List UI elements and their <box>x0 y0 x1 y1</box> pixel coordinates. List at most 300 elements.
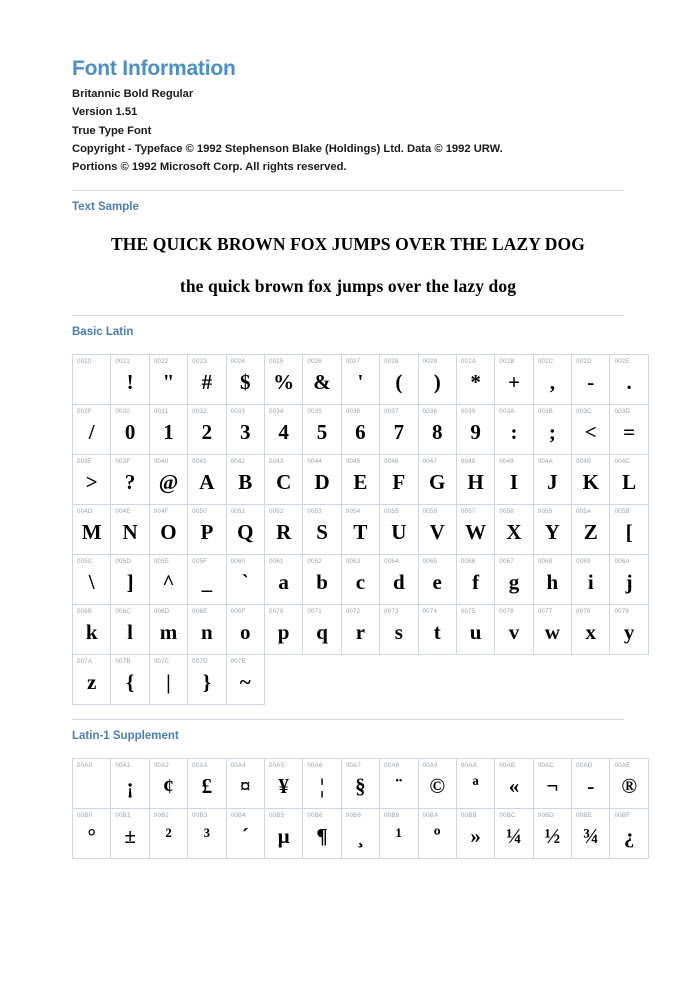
glyph-character: < <box>584 420 597 445</box>
codepoint-label: 0053 <box>307 508 322 516</box>
glyph-cell-empty <box>341 655 379 705</box>
glyph-character: Z <box>583 520 598 545</box>
glyph-cell[interactable] <box>111 759 149 809</box>
glyph-cell[interactable] <box>572 405 610 455</box>
glyph-character: X <box>506 520 522 545</box>
glyph-character: i <box>587 570 594 595</box>
codepoint-label: 002F <box>77 408 92 416</box>
glyph-character: C <box>276 470 292 495</box>
glyph-cell[interactable] <box>380 605 418 655</box>
glyph-character: V <box>429 520 445 545</box>
codepoint-label: 00BD <box>537 812 554 820</box>
glyph-character: W <box>465 520 487 545</box>
glyph-character: ' <box>357 370 364 395</box>
glyph-cell[interactable] <box>149 809 187 859</box>
codepoint-label: 0050 <box>192 508 207 516</box>
glyph-cell[interactable] <box>149 405 187 455</box>
glyph-cell[interactable] <box>610 505 648 555</box>
glyph-cell[interactable] <box>533 455 571 505</box>
glyph-cell[interactable] <box>264 405 302 455</box>
page-content <box>72 0 638 859</box>
glyph-cell[interactable] <box>380 455 418 505</box>
codepoint-label: 0063 <box>345 558 361 566</box>
glyph-character: º <box>433 824 441 849</box>
codepoint-label: 0046 <box>384 458 399 466</box>
glyph-row <box>73 759 649 809</box>
codepoint-label: 0074 <box>422 608 438 616</box>
glyph-cell[interactable] <box>264 455 302 505</box>
glyph-cell[interactable] <box>111 355 149 405</box>
codepoint-label: 00B5 <box>268 812 285 820</box>
glyph-cell[interactable] <box>533 505 571 555</box>
glyph-cell[interactable] <box>226 355 264 405</box>
glyph-cell[interactable] <box>264 809 302 859</box>
glyph-cell[interactable] <box>188 405 226 455</box>
codepoint-label: 004D <box>77 508 93 516</box>
glyph-cell[interactable] <box>341 605 379 655</box>
glyph-cell[interactable] <box>149 355 187 405</box>
glyph-character: h <box>546 570 559 595</box>
codepoint-label: 0045 <box>345 458 361 466</box>
glyph-character: R <box>276 520 292 545</box>
codepoint-label: 0076 <box>499 608 514 616</box>
glyph-cell[interactable] <box>610 605 648 655</box>
glyph-cell[interactable] <box>418 355 456 405</box>
glyph-cell[interactable] <box>610 355 648 405</box>
codepoint-label: 00A7 <box>345 762 361 770</box>
codepoint-label: 00A1 <box>115 762 131 770</box>
glyph-table-body <box>73 759 649 859</box>
glyph-character: q <box>316 620 328 645</box>
glyph-cell[interactable] <box>572 555 610 605</box>
glyph-character: ` <box>241 570 249 595</box>
codepoint-label: 007E <box>230 658 246 666</box>
glyph-character: G <box>429 470 446 495</box>
glyph-cell[interactable] <box>533 405 571 455</box>
glyph-cell[interactable] <box>456 455 494 505</box>
font-name: Britannic Bold Regular <box>72 88 194 101</box>
glyph-cell[interactable] <box>188 555 226 605</box>
glyph-character: ¹ <box>395 824 402 849</box>
glyph-character: 9 <box>470 420 481 445</box>
glyph-cell[interactable] <box>610 555 648 605</box>
codepoint-label: 006D <box>153 608 170 616</box>
glyph-cell[interactable] <box>149 455 187 505</box>
codepoint-label: 0078 <box>576 608 591 616</box>
glyph-character: L <box>622 470 637 495</box>
glyph-cell[interactable] <box>111 605 149 655</box>
glyph-character: - <box>587 774 595 799</box>
glyph-cell[interactable] <box>149 655 187 705</box>
glyph-character: F <box>392 470 406 495</box>
glyph-cell[interactable] <box>188 355 226 405</box>
glyph-cell[interactable] <box>188 655 226 705</box>
glyph-character: ¿ <box>623 824 635 849</box>
glyph-character: ¼ <box>506 824 522 849</box>
glyph-character: } <box>202 670 211 695</box>
codepoint-label: 00BC <box>499 812 516 820</box>
glyph-cell[interactable] <box>533 355 571 405</box>
glyph-character: ¬ <box>546 774 559 799</box>
glyph-cell[interactable] <box>341 555 379 605</box>
codepoint-label: 0061 <box>268 558 284 566</box>
glyph-character: > <box>85 470 98 495</box>
glyph-cell[interactable] <box>418 605 456 655</box>
glyph-cell[interactable] <box>456 605 494 655</box>
glyph-cell-empty <box>572 655 610 705</box>
codepoint-label: 004C <box>614 458 631 466</box>
codepoint-label: 0023 <box>192 358 207 366</box>
codepoint-label: 00AC <box>537 762 554 770</box>
glyph-character: ² <box>165 824 172 849</box>
glyph-cell[interactable] <box>188 605 226 655</box>
glyph-cell[interactable] <box>341 759 379 809</box>
glyph-cell[interactable] <box>111 655 149 705</box>
glyph-character: w <box>544 620 560 645</box>
glyph-cell-empty <box>610 655 648 705</box>
glyph-cell[interactable] <box>533 759 571 809</box>
codepoint-label: 0021 <box>115 358 130 366</box>
glyph-cell[interactable] <box>572 605 610 655</box>
codepoint-label: 00AE <box>614 762 631 770</box>
codepoint-label: 003F <box>115 458 131 466</box>
glyph-character: Y <box>544 520 560 545</box>
glyph-character: = <box>623 420 636 445</box>
glyph-cell-empty <box>264 655 302 705</box>
glyph-cell[interactable] <box>418 555 456 605</box>
glyph-cell[interactable] <box>610 759 648 809</box>
glyph-cell[interactable] <box>303 759 341 809</box>
glyph-character: ¡ <box>126 774 134 799</box>
glyph-cell[interactable] <box>572 759 610 809</box>
glyph-cell[interactable] <box>495 505 533 555</box>
glyph-cell[interactable] <box>264 355 302 405</box>
glyph-character: ¦ <box>319 774 325 799</box>
glyph-cell[interactable] <box>572 355 610 405</box>
glyph-cell[interactable] <box>149 759 187 809</box>
glyph-cell[interactable] <box>495 759 533 809</box>
glyph-cell[interactable] <box>303 809 341 859</box>
codepoint-label: 002C <box>537 358 554 366</box>
glyph-character: ] <box>126 570 134 595</box>
codepoint-label: 00BA <box>422 812 439 820</box>
glyph-cell[interactable] <box>149 555 187 605</box>
glyph-cell[interactable] <box>264 505 302 555</box>
codepoint-label: 0065 <box>422 558 438 566</box>
glyph-cell[interactable] <box>418 759 456 809</box>
glyph-character: b <box>316 570 328 595</box>
basic-latin-spacer <box>72 705 624 719</box>
codepoint-label: 0024 <box>230 358 246 366</box>
glyph-cell[interactable] <box>456 405 494 455</box>
glyph-character: © <box>429 774 446 799</box>
glyph-cell[interactable] <box>495 809 533 859</box>
glyph-character: a <box>278 570 289 595</box>
glyph-cell[interactable] <box>188 809 226 859</box>
codepoint-label: 0070 <box>268 608 284 616</box>
codepoint-label: 0040 <box>153 458 169 466</box>
glyph-cell[interactable] <box>456 555 494 605</box>
glyph-cell[interactable] <box>610 405 648 455</box>
codepoint-label: 0079 <box>614 608 630 616</box>
section-heading-basic-latin: Basic Latin <box>72 326 134 339</box>
codepoint-label: 0029 <box>422 358 438 366</box>
glyph-character: ± <box>124 824 136 849</box>
glyph-cell[interactable] <box>73 405 111 455</box>
codepoint-label: 0020 <box>77 358 92 366</box>
glyph-cell[interactable] <box>456 759 494 809</box>
codepoint-label: 00B6 <box>307 812 323 820</box>
glyph-cell[interactable] <box>303 505 341 555</box>
codepoint-label: 00A2 <box>153 762 170 770</box>
glyph-cell[interactable] <box>303 555 341 605</box>
codepoint-label: 00A8 <box>384 762 400 770</box>
glyph-cell-empty <box>380 655 418 705</box>
glyph-character: 8 <box>431 420 443 445</box>
glyph-cell[interactable] <box>226 455 264 505</box>
glyph-character: N <box>122 520 138 545</box>
codepoint-label: 00BF <box>614 812 631 820</box>
glyph-cell[interactable] <box>380 759 418 809</box>
glyph-cell[interactable] <box>341 809 379 859</box>
codepoint-label: 0048 <box>460 458 476 466</box>
glyph-cell[interactable] <box>188 505 226 555</box>
codepoint-label: 00A3 <box>192 762 208 770</box>
glyph-cell[interactable] <box>572 505 610 555</box>
codepoint-label: 00A5 <box>268 762 285 770</box>
glyph-character: u <box>469 620 482 645</box>
glyph-row <box>73 605 649 655</box>
glyph-cell[interactable] <box>111 505 149 555</box>
glyph-cell[interactable] <box>495 555 533 605</box>
codepoint-label: 0060 <box>230 558 246 566</box>
codepoint-label: 00A9 <box>422 762 438 770</box>
glyph-character: Q <box>237 520 254 545</box>
glyph-cell[interactable] <box>111 455 149 505</box>
glyph-character: j <box>625 570 633 595</box>
codepoint-label: 0032 <box>192 408 207 416</box>
glyph-cell[interactable] <box>73 555 111 605</box>
glyph-character: x <box>585 620 597 645</box>
glyph-cell[interactable] <box>610 455 648 505</box>
glyph-cell[interactable] <box>264 605 302 655</box>
codepoint-label: 0055 <box>384 508 399 516</box>
glyph-cell[interactable] <box>495 405 533 455</box>
glyph-cell[interactable] <box>533 605 571 655</box>
codepoint-label: 007B <box>115 658 131 666</box>
glyph-cell[interactable] <box>610 809 648 859</box>
codepoint-label: 0056 <box>422 508 438 516</box>
codepoint-label: 0064 <box>384 558 399 566</box>
glyph-cell[interactable] <box>418 455 456 505</box>
glyph-cell[interactable] <box>149 605 187 655</box>
codepoint-label: 006C <box>115 608 131 616</box>
glyph-cell[interactable] <box>380 355 418 405</box>
glyph-cell[interactable] <box>341 505 379 555</box>
glyph-character: v <box>508 620 520 645</box>
codepoint-label: 00B3 <box>192 812 208 820</box>
glyph-cell[interactable] <box>303 355 341 405</box>
glyph-character: , <box>549 370 555 395</box>
glyph-cell[interactable] <box>226 759 264 809</box>
glyph-cell[interactable] <box>303 405 341 455</box>
codepoint-label: 0054 <box>345 508 361 516</box>
glyph-cell[interactable] <box>380 809 418 859</box>
glyph-cell[interactable] <box>341 405 379 455</box>
glyph-cell-empty <box>303 655 341 705</box>
glyph-cell[interactable] <box>73 759 111 809</box>
glyph-cell[interactable] <box>226 655 264 705</box>
glyph-cell[interactable] <box>73 455 111 505</box>
glyph-cell[interactable] <box>572 455 610 505</box>
glyph-character: z <box>87 670 97 695</box>
codepoint-label: 006B <box>77 608 93 616</box>
header-spacer <box>72 176 624 190</box>
glyph-cell[interactable] <box>149 505 187 555</box>
glyph-cell[interactable] <box>264 555 302 605</box>
codepoint-label: 0034 <box>268 408 284 416</box>
glyph-row <box>73 505 649 555</box>
glyph-cell[interactable] <box>188 455 226 505</box>
glyph-character: e <box>432 570 442 595</box>
glyph-cell[interactable] <box>456 355 494 405</box>
codepoint-label: 007A <box>77 658 93 666</box>
codepoint-label: 00AD <box>576 762 593 770</box>
glyph-cell[interactable] <box>380 555 418 605</box>
glyph-row <box>73 455 649 505</box>
glyph-character: ¾ <box>582 824 599 849</box>
glyph-cell[interactable] <box>495 605 533 655</box>
glyph-cell[interactable] <box>495 355 533 405</box>
glyph-cell[interactable] <box>111 809 149 859</box>
codepoint-label: 006F <box>230 608 246 616</box>
latin1-table-wrap <box>72 746 638 859</box>
glyph-cell[interactable] <box>418 405 456 455</box>
glyph-character: ® <box>621 774 638 799</box>
glyph-cell[interactable] <box>73 505 111 555</box>
codepoint-label: 0049 <box>499 458 514 466</box>
glyph-cell[interactable] <box>226 555 264 605</box>
codepoint-label: 005B <box>614 508 630 516</box>
glyph-cell[interactable] <box>111 405 149 455</box>
codepoint-label: 0042 <box>230 458 246 466</box>
glyph-table-body <box>73 355 649 705</box>
glyph-cell[interactable] <box>572 809 610 859</box>
glyph-character: ; <box>548 420 556 445</box>
glyph-cell[interactable] <box>188 759 226 809</box>
codepoint-label: 00BB <box>460 812 477 820</box>
section-heading-latin1-supplement: Latin-1 Supplement <box>72 730 179 743</box>
glyph-character: ? <box>124 470 136 495</box>
codepoint-label: 0072 <box>345 608 361 616</box>
glyph-character: * <box>470 370 481 395</box>
codepoint-label: 004A <box>537 458 553 466</box>
glyph-row <box>73 809 649 859</box>
codepoint-label: 0035 <box>307 408 322 416</box>
codepoint-label: 0057 <box>460 508 476 516</box>
glyph-cell-empty <box>456 655 494 705</box>
glyph-cell[interactable] <box>380 405 418 455</box>
glyph-character: + <box>508 370 520 395</box>
glyph-cell[interactable] <box>418 505 456 555</box>
codepoint-label: 003D <box>614 408 631 416</box>
glyph-cell[interactable] <box>456 809 494 859</box>
glyph-cell[interactable] <box>303 605 341 655</box>
codepoint-label: 005F <box>192 558 208 566</box>
glyph-character: [ <box>625 520 633 545</box>
glyph-row <box>73 555 649 605</box>
glyph-cell[interactable] <box>264 759 302 809</box>
codepoint-label: 0027 <box>345 358 361 366</box>
glyph-character: ° <box>87 824 96 849</box>
copyright-line-1: Copyright - Typeface © 1992 Stephenson Blake (Holdings) Ltd. Data © 1992 URW. <box>72 142 503 155</box>
glyph-cell[interactable] <box>226 605 264 655</box>
codepoint-label: 0022 <box>153 358 169 366</box>
codepoint-label: 0047 <box>422 458 438 466</box>
glyph-cell[interactable] <box>456 505 494 555</box>
codepoint-label: 00B1 <box>115 812 131 820</box>
codepoint-label: 0062 <box>307 558 322 566</box>
glyph-character: 0 <box>124 420 136 445</box>
glyph-cell[interactable] <box>303 455 341 505</box>
glyph-cell[interactable] <box>226 809 264 859</box>
glyph-cell[interactable] <box>533 555 571 605</box>
section-heading-text-sample: Text Sample <box>72 201 139 214</box>
codepoint-label: 004F <box>153 508 169 516</box>
glyph-cell[interactable] <box>341 455 379 505</box>
codepoint-label: 0067 <box>499 558 514 566</box>
codepoint-label: 0039 <box>460 408 476 416</box>
codepoint-label: 006A <box>614 558 630 566</box>
codepoint-label: 0068 <box>537 558 553 566</box>
glyph-cell[interactable] <box>73 355 111 405</box>
page-title: Font Information <box>72 57 236 80</box>
codepoint-label: 002D <box>576 358 592 366</box>
glyph-cell[interactable] <box>226 505 264 555</box>
glyph-character: | <box>166 670 171 695</box>
glyph-table-basic-latin <box>72 354 649 705</box>
glyph-cell[interactable] <box>111 555 149 605</box>
glyph-character: k <box>85 620 98 645</box>
codepoint-label: 003A <box>499 408 515 416</box>
codepoint-label: 00B2 <box>153 812 170 820</box>
codepoint-label: 0043 <box>268 458 284 466</box>
glyph-character <box>73 367 110 397</box>
glyph-character: " <box>162 370 175 395</box>
codepoint-label: 002B <box>499 358 515 366</box>
glyph-character: S <box>316 520 328 545</box>
text-sample-block <box>72 217 624 315</box>
glyph-row <box>73 405 649 455</box>
glyph-character: _ <box>201 570 213 595</box>
font-version: Version 1.51 <box>72 106 138 119</box>
glyph-character: c <box>355 570 366 595</box>
glyph-cell[interactable] <box>341 355 379 405</box>
glyph-cell-empty <box>495 655 533 705</box>
glyph-cell[interactable] <box>380 505 418 555</box>
glyph-character: « <box>508 774 520 799</box>
glyph-cell[interactable] <box>495 455 533 505</box>
codepoint-label: 0077 <box>537 608 553 616</box>
glyph-character: » <box>470 824 481 849</box>
glyph-cell[interactable] <box>73 655 111 705</box>
glyph-character: ½ <box>544 824 561 849</box>
glyph-cell[interactable] <box>418 809 456 859</box>
glyph-cell[interactable] <box>73 809 111 859</box>
glyph-cell[interactable] <box>73 605 111 655</box>
glyph-cell[interactable] <box>533 809 571 859</box>
glyph-cell[interactable] <box>226 405 264 455</box>
